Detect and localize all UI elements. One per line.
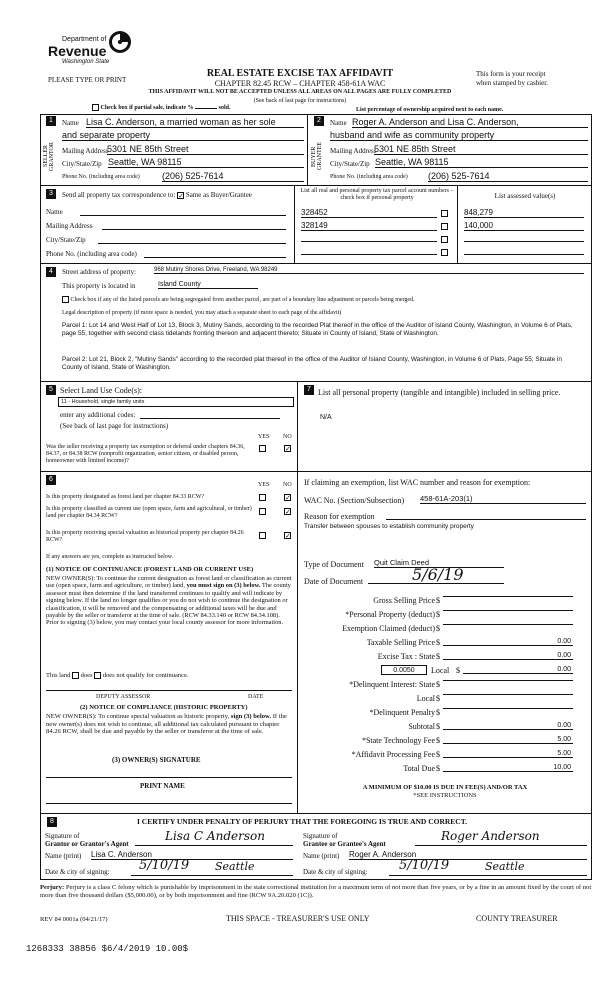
corr-city-field[interactable]: [98, 243, 286, 244]
seller-city-label: City/State/Zip: [62, 160, 102, 168]
street-label: Street address of property:: [62, 268, 137, 276]
section-num-8: 8: [47, 817, 57, 827]
assessed-header: List assessed value(s): [494, 192, 556, 200]
buyer-phone[interactable]: (206) 525-7614: [428, 171, 588, 182]
reason-label: Reason for exemption: [304, 512, 375, 521]
seller-mailing-label: Mailing Address: [62, 147, 109, 155]
section-num-7: 7: [304, 385, 314, 395]
seller-phone-label: Phone No. (including area code): [62, 174, 140, 180]
wac-value[interactable]: 458-61A-203(1): [420, 494, 586, 504]
grantor-name[interactable]: Lisa C. Anderson: [91, 850, 293, 860]
owner-sig-label: (3) OWNER(S) SIGNATURE: [112, 756, 201, 764]
wac-label: WAC No. (Section/Subsection): [304, 496, 405, 505]
correspondence-label: Send all property tax correspondence to: ✓ Same as Buyer/Grantee: [62, 191, 252, 199]
notice1-body: NEW OWNER(S): To continue the current designation as forest land or classification as current use (open space, farm and agriculture, or timber) land, you must sign on (3) below. The county assessor must then determine if the land transferred continues to qualify and will indicate by signing below. If the land no longer qualifies or you do not wish to continue the designation or classification, it will be removed and the compensating or additional taxes will be due and payable by the seller or transferor at the time of sale. (RCW 84.33.140 or RCW 84.34.108). Prior to signing (3) below, you may contact your local county assessor for more information.: [46, 575, 292, 627]
wa-logo-icon: [108, 30, 132, 54]
grantee-sig-label: Signature of Grantee or Grantee's Agent: [303, 832, 386, 848]
grantee-name-label: Name (print): [303, 852, 340, 860]
notice1-title: (1) NOTICE OF CONTINUANCE (FOREST LAND OR CURRENT USE): [46, 566, 254, 573]
section-num-5: 5: [46, 385, 56, 395]
buyer-name-line1[interactable]: Roger A. Anderson and Lisa C. Anderson,: [352, 117, 588, 128]
parcel-3-personal-checkbox[interactable]: [441, 236, 448, 243]
section-8: [40, 814, 592, 880]
assessed-value-2[interactable]: 140,000: [464, 221, 584, 231]
county-label: This property is located in: [62, 282, 136, 290]
legal-parcel-1: Parcel 1: Lot 14 and West Half of Lot 13, Block 3, Mutiny Sands, according to the recorded Plat thereof in the office of the Auditor of Island County, Washington, in Volume 6 of Plats, page 55, together with second class tidelands fronting thereon and adjacent thereto; Situate in County of Island, State of Washington.: [62, 322, 573, 337]
s6-yes: YES: [258, 482, 270, 488]
deputy-label: DEPUTY ASSESSOR: [96, 694, 151, 700]
additional-codes-label: enter any additional codes:: [60, 411, 136, 419]
s5-question: Was the seller receiving a property tax exemption or deferral under chapters 84.36, 84.37, or 84.38 RCW (nonprofit organization, senior citizen, or disabled person, homeowner with limited income)?: [46, 444, 245, 464]
partial-sale: Check box if partial sale, indicate % sold.: [92, 104, 231, 111]
corr-phone-field[interactable]: [144, 257, 286, 258]
parcel-header: List all real and personal property tax parcel account numbers – check box if personal property: [300, 188, 454, 201]
buyer-side-label: BUYER GRANTEE: [311, 142, 323, 171]
grantee-name[interactable]: Roger A. Anderson: [349, 850, 587, 860]
doc-date-label: Date of Document: [304, 577, 364, 586]
land-use-select[interactable]: 11 - Household, single family units: [58, 397, 294, 407]
dept-line2: Revenue: [48, 43, 107, 59]
same-as-buyer-checkbox[interactable]: [177, 192, 184, 199]
notice2-title: (2) NOTICE OF COMPLIANCE (HISTORIC PROPERTY): [80, 704, 248, 711]
section-num-4: 4: [46, 267, 56, 277]
see-back-note: (See back of last page for instructions): [253, 98, 347, 104]
segregated-checkbox[interactable]: [62, 296, 69, 303]
cashier-stamp: 1268333 38856 $6/4/2019 10.00$: [26, 944, 189, 954]
additional-codes-field[interactable]: [140, 418, 280, 419]
s6-no: NO: [283, 482, 292, 488]
buyer-mailing[interactable]: 5301 NE 85th Street: [374, 144, 588, 155]
s6-q2-no[interactable]: [284, 508, 291, 515]
seller-mailing[interactable]: 5301 NE 85th Street: [107, 144, 304, 155]
seller-name-label: Name: [62, 119, 79, 127]
grantor-name-label: Name (print): [45, 852, 82, 860]
s6-q3: Is this property receiving special valuation as historical property per chapter 84.26 RCW?: [46, 530, 244, 543]
form-title: REAL ESTATE EXCISE TAX AFFIDAVIT: [206, 68, 394, 79]
parcel-4-personal-checkbox[interactable]: [441, 249, 448, 256]
fee-exemption: Exemption Claimed (deduct) $: [305, 624, 585, 634]
segregated-note: Check box if any of the listed parcels are being segregated from another parcel, are part of a boundary line adjustment or parcels being merged.: [62, 296, 582, 304]
land-use-see-back: (See back of last page for instructions): [60, 422, 169, 430]
fee-gross: Gross Selling Price $: [305, 596, 585, 606]
ownership-note: List percentage of ownership acquired next to each name.: [356, 107, 504, 113]
notice2-body: NEW OWNER(S): To continue special valuation as historic property, sign (3) below. If the new owner(s) does not wish to continue, all additional tax calculated pursuant to chapter 84.26 RCW, shall be due and payable by the seller or transferor at the time of sale.: [46, 713, 287, 736]
grantee-date-city[interactable]: 5/10/19 Seattle: [389, 858, 587, 876]
s5-no: NO: [283, 434, 292, 440]
certify-text: I CERTIFY UNDER PENALTY OF PERJURY THAT THE FOREGOING IS TRUE AND CORRECT.: [137, 817, 468, 826]
form-warning: THIS AFFIDAVIT WILL NOT BE ACCEPTED UNLESS ALL AREAS ON ALL PAGES ARE FULLY COMPLETED: [148, 89, 452, 95]
street-address[interactable]: 968 Mutiny Shores Drive, Freeland, WA 98249: [154, 267, 584, 274]
fee-excise-state: Excise Tax : State $ 0.00: [377, 652, 571, 661]
section-num-6: 6: [46, 475, 56, 485]
print-name-label: PRINT NAME: [140, 782, 185, 790]
doc-type[interactable]: Quit Claim Deed: [374, 558, 504, 568]
buyer-city[interactable]: Seattle, WA 98115: [375, 157, 588, 168]
deputy-sig-line[interactable]: [46, 690, 292, 691]
dept-line1: Department of: [62, 36, 107, 43]
s6-q3-yes[interactable]: [259, 532, 266, 539]
treasurer-space: THIS SPACE - TREASURER'S USE ONLY: [226, 914, 370, 923]
legal-label: Legal description of property (if more space is needed, you may attach a separate sheet to each page of the affidavit): [62, 310, 342, 316]
rev-number: REV 84 0001a (04/21/17): [40, 916, 108, 923]
local-rate[interactable]: 0.0050: [381, 665, 427, 675]
fee-delinquent-penalty: *Delinquent Penalty $: [305, 708, 585, 718]
land-does-not-checkbox[interactable]: [94, 672, 101, 679]
reason-value: Transfer between spouses to establish community property: [304, 523, 474, 530]
grantor-sig-label: Signature of Grantor or Grantor's Agent: [45, 832, 129, 848]
section-num-3: 3: [46, 189, 56, 199]
fee-personal: *Personal Property (deduct) $: [305, 610, 585, 620]
s5-yes-checkbox[interactable]: [259, 445, 266, 452]
exemption-claim-label: If claiming an exemption, list WAC number and reason for exemption:: [304, 478, 531, 487]
legal-parcel-2: Parcel 2: Lot 21, Block 2, "Mutiny Sands" according to the recorded plat thereof in the office of the Auditor of Island County, Washington, in Volume 6 of Plats, Page 55; Situate in County of Island, State of Washington.: [62, 356, 562, 371]
fee-delinquent-local: Local $: [305, 694, 585, 704]
form-chapters: CHAPTER 82.45 RCW – CHAPTER 458-61A WAC: [214, 79, 386, 88]
s6-q3-no[interactable]: [284, 532, 291, 539]
perjury-note: Perjury: Perjury is a class C felony which is punishable by imprisonment in the state correctional institution for a maximum term of not more than five years, or by a fine in an amount fixed by the court of not more than five thousand dollars ($5,000.00), or by both imprisonment and fine (RCW 9A.20.020 (1C)).: [40, 884, 592, 899]
seller-name-line1[interactable]: Lisa C. Anderson, a married woman as her sole: [86, 117, 304, 128]
reason-field[interactable]: [386, 519, 586, 520]
grantee-signature[interactable]: Roger Anderson: [415, 828, 587, 846]
parcel-header-box: [294, 186, 458, 264]
print-name-line[interactable]: [46, 803, 292, 804]
parcel-4[interactable]: [301, 254, 437, 255]
fee-technology: *State Technology Fee $ 5.00: [361, 736, 571, 745]
corr-mailing-label: Mailing Address: [46, 222, 93, 230]
section-4: [40, 264, 592, 382]
seller-side-label: SELLER GRANTOR: [43, 142, 55, 171]
doc-type-label: Type of Document: [304, 560, 364, 569]
buyer-name-label: Name: [330, 119, 347, 127]
section-5: [40, 382, 298, 472]
type-print: PLEASE TYPE OR PRINT: [48, 76, 127, 84]
parcel-1-personal-checkbox[interactable]: [441, 210, 448, 217]
grantor-signature[interactable]: Lisa C Anderson: [135, 828, 293, 846]
parcel-1[interactable]: 328452: [301, 208, 437, 218]
corr-phone-label: Phone No. (including area code): [46, 250, 137, 258]
s5-no-checkbox[interactable]: [284, 445, 291, 452]
grantee-date-label: Date & city of signing:: [303, 868, 368, 876]
buyer-phone-label: Phone No. (including area code): [330, 174, 408, 180]
land-use-label: Select Land Use Code(s):: [60, 386, 142, 395]
personal-property-value[interactable]: N/A: [320, 414, 332, 421]
fee-total-due: Total Due $ 10.00: [403, 764, 571, 773]
assessed-value-3[interactable]: [464, 241, 584, 242]
seller-phone[interactable]: (206) 525-7614: [162, 171, 304, 182]
corr-name-field[interactable]: [80, 215, 286, 216]
parcel-2[interactable]: 328149: [301, 221, 437, 231]
fee-subtotal: Subtotal $ 0.00: [408, 722, 571, 731]
parcel-3[interactable]: [301, 241, 437, 242]
dept-line3: Washington State: [62, 59, 110, 65]
fee-excise-local: 0.0050 Local $ 0.00: [305, 666, 585, 676]
doc-date[interactable]: 5/6/19: [368, 568, 504, 584]
grantor-date-label: Date & city of signing:: [45, 868, 110, 876]
county[interactable]: Island County: [158, 281, 258, 289]
s6-q2-yes[interactable]: [259, 508, 266, 515]
buyer-mailing-label: Mailing Address: [330, 147, 377, 155]
section-num-1: 1: [46, 116, 56, 126]
grantor-date-city[interactable]: 5/10/19 Seattle: [131, 858, 293, 876]
s6-q1: Is this property designated as forest land per chapter 84.33 RCW?: [46, 494, 205, 500]
parcel-2-personal-checkbox[interactable]: [441, 223, 448, 230]
owner-sig-line[interactable]: [46, 777, 292, 778]
revenue-logo: [48, 30, 148, 68]
section-6: [40, 472, 298, 814]
deputy-date-label: DATE: [248, 694, 264, 700]
fee-affidavit: *Affidavit Processing Fee $ 5.00: [351, 750, 571, 759]
buyer-section: [308, 114, 592, 186]
s6-q2: Is this property classified as current use (open space, farm and agricultural, or timber) land per chapter 84.34 RCW?: [46, 506, 252, 519]
personal-property-label: List all personal property (tangible and intangible) included in selling price.: [318, 388, 561, 397]
fee-delinquent-interest: *Delinquent Interest: State $: [305, 680, 585, 690]
corr-city-label: City/State/Zip: [46, 236, 86, 244]
minimum-note: A MINIMUM OF $10.00 IS DUE IN FEE(S) AND/OR TAX *SEE INSTRUCTIONS: [362, 784, 528, 799]
s6-q1-yes[interactable]: [259, 494, 266, 501]
s5-yes: YES: [258, 434, 270, 440]
section-7-top: [298, 382, 592, 472]
county-treasurer: COUNTY TREASURER: [476, 914, 558, 923]
assessed-value-4[interactable]: [464, 254, 584, 255]
section-3: [40, 186, 592, 264]
fee-taxable: Taxable Selling Price $ 0.00: [366, 638, 571, 647]
receipt-note: This form is your receipt when stamped by cashier.: [476, 70, 548, 87]
assessed-value-1[interactable]: 848,279: [464, 208, 584, 218]
seller-section: [40, 114, 308, 186]
continuance-line: This land does does not qualify for continuance.: [46, 672, 189, 679]
land-does-checkbox[interactable]: [72, 672, 79, 679]
corr-mailing-field[interactable]: [102, 229, 286, 230]
buyer-city-label: City/State/Zip: [330, 160, 370, 168]
buyer-name-line2[interactable]: husband and wife as community property: [330, 130, 588, 141]
section-num-2: 2: [314, 116, 324, 126]
seller-name-line2[interactable]: and separate property: [62, 130, 304, 141]
seller-city[interactable]: Seattle, WA 98115: [108, 157, 304, 168]
s6-if-yes: If any answers are yes, complete as instructed below.: [46, 554, 174, 560]
partial-sale-checkbox[interactable]: [92, 104, 99, 111]
corr-name-label: Name: [46, 208, 63, 216]
s6-q1-no[interactable]: [284, 494, 291, 501]
